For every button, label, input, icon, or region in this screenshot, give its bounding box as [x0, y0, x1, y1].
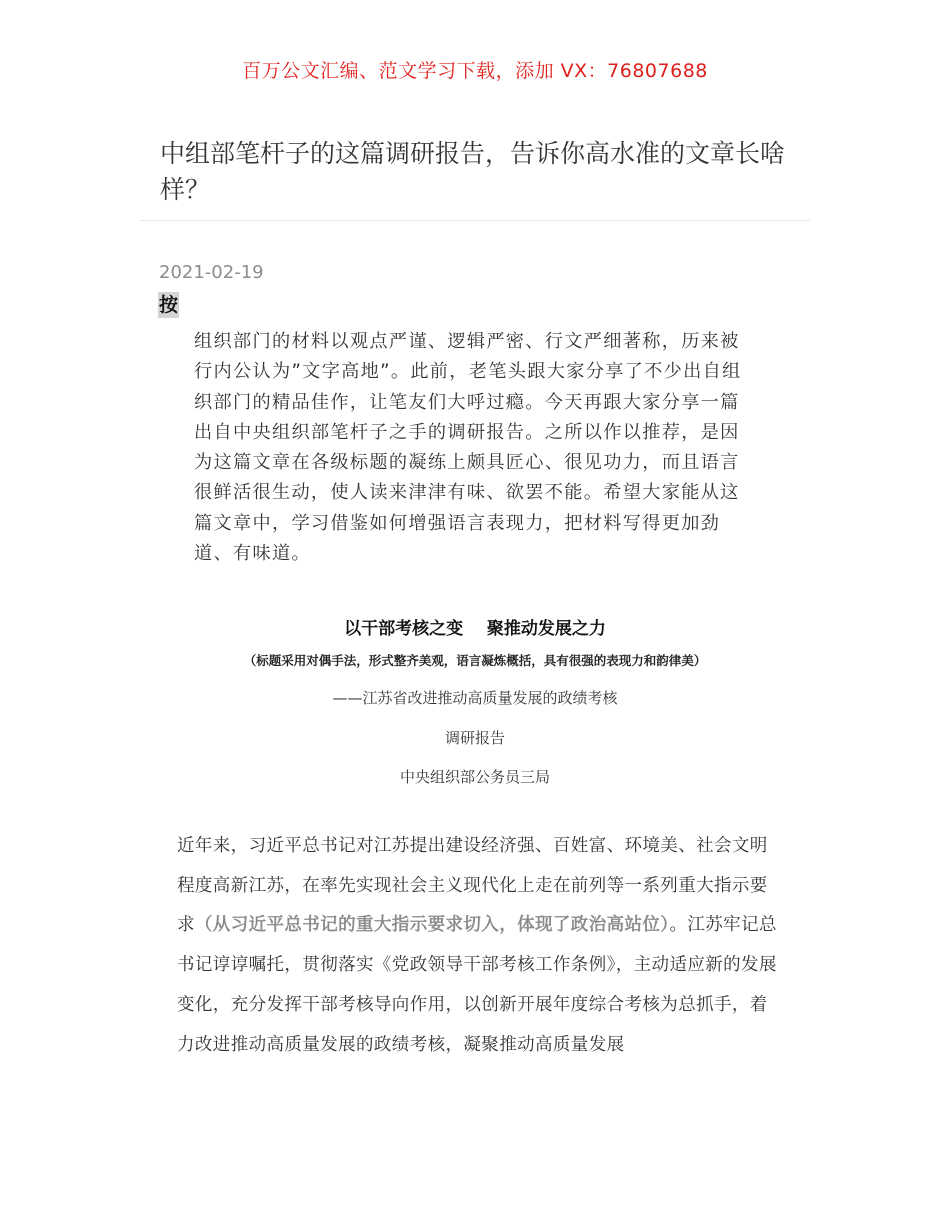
report-title: 以干部考核之变 聚推动发展之力 — [344, 619, 606, 639]
body-text-part1: 近年来，习近平总书记对江苏提出建设经济强、百姓富、环境美、社会文明程度高新江苏，在率先实现社会主义现代化上走在前列等一系列重大指示要求 — [177, 836, 768, 936]
body-annotation: （从习近平总书记的重大指示要求切入，体现了政治高站位） — [194, 915, 670, 936]
body-text-part2: 。江苏牢记总书记谆谆嘱托，贯彻落实《党政领导干部考核工作条例》，主动适应新的发展变化，充分发挥干部考核导向作用，以创新开展年度综合考核为总抓手，着力改进推动高质量发展的政绩考核，凝聚推动高质量发展 — [177, 915, 777, 1055]
report-subtitle: ——江苏省改进推动高质量发展的政绩考核 — [332, 689, 618, 707]
report-author: 中央组织部公务员三局 — [399, 768, 550, 786]
report-title-note: （标题采用对偶手法，形式整齐美观，语言凝炼概括，具有很强的表现力和韵律美） — [243, 653, 707, 668]
report-kind: 调研报告 — [444, 729, 505, 747]
title-divider — [140, 220, 810, 221]
editor-note-paragraph: 组织部门的材料以观点严谨、逻辑严密、行文严细著称，历来被行内公认为”文字高地”。此前，老笔头跟大家分享了不少出自组织部门的精品佳作，让笔友们大呼过瘾。今天再跟大家分享一篇出自中央组织部笔杆子之手的调研报告。之所以作以推荐，是因为这篇文章在各级标题的凝练上颇具匠心、很见功力，而且语言很鲜活很生动，使人读来津津有味、欲罢不能。希望大家能从这篇文章中，学习借鉴如何增强语言表现力，把材料写得更加劲道、有味道。 — [194, 331, 742, 565]
promo-banner: 百万公文汇编、范文学习下载，添加 VX：76807688 — [242, 60, 708, 82]
publish-date: 2021-02-19 — [159, 262, 264, 283]
editor-note-mark: 按 — [159, 294, 179, 316]
article-title: 中组部笔杆子的这篇调研报告，告诉你高水准的文章长啥样？ — [160, 139, 786, 204]
report-body-paragraph — [177, 827, 777, 1065]
